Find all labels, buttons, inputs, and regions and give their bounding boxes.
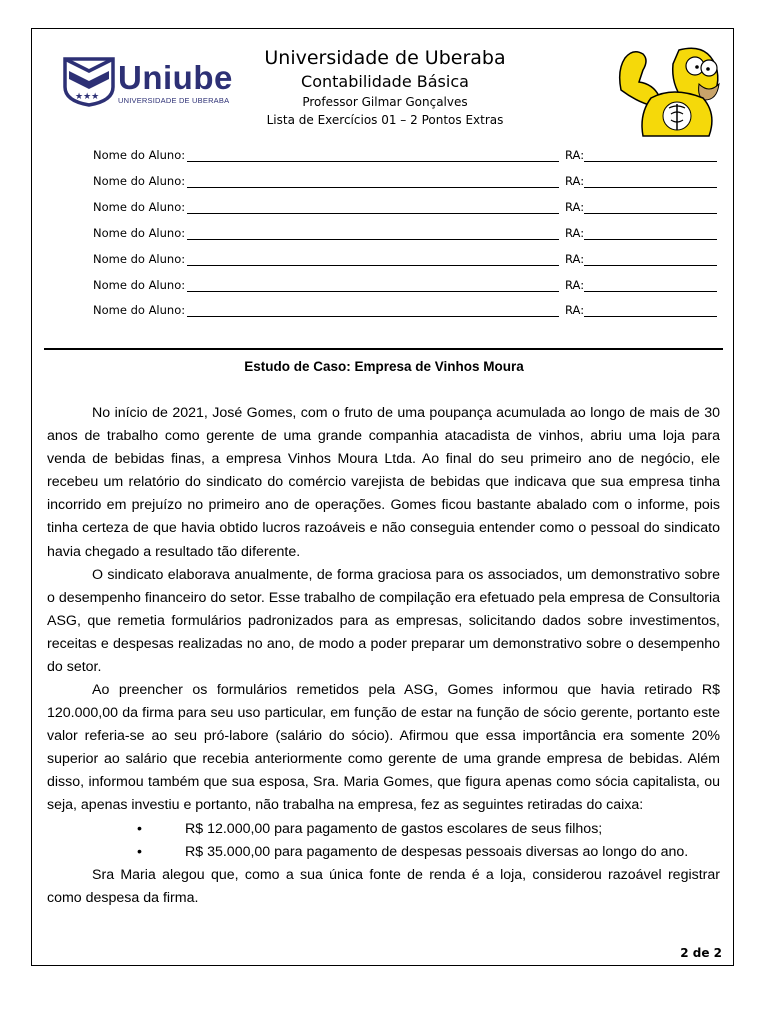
student-name-label: Nome do Aluno: [93, 173, 186, 188]
university-name: Universidade de Uberaba [264, 47, 506, 69]
paragraph-3: Ao preencher os formulários remetidos pela ASG, Gomes informou que havia retirado R$ 120.000,00 da firma para seu uso particular, em função de estar na função de sócio gerente, portanto este valor referia-se ao seu pró-labore (salário do sócio). Afirmou que essa importância era somente 20% superior ao salário que recebia anteriormente como gerente de uma grande empresa de bebidas. Além disso, informou também que sua esposa, Sra. Maria Gomes, que figura apenas como sócia capitalista, ou seja, apenas investiu e portanto, não trabalha na empresa, fez as seguintes retiradas do caixa: [47, 682, 720, 814]
student-name-field[interactable] [187, 239, 559, 240]
ra-label: RA: [565, 277, 585, 292]
student-name-field[interactable] [187, 316, 559, 317]
student-name-field[interactable] [187, 161, 559, 162]
ra-label: RA: [565, 251, 585, 266]
course-name: Contabilidade Básica [301, 72, 469, 91]
ra-label: RA: [565, 303, 585, 318]
student-name-label: Nome do Aluno: [93, 251, 186, 266]
student-name-label: Nome do Aluno: [93, 303, 186, 318]
ra-label: RA: [565, 148, 585, 162]
ra-field[interactable] [584, 316, 717, 317]
student-row [93, 200, 723, 218]
student-row [93, 148, 723, 166]
student-row [93, 278, 723, 296]
student-name-field[interactable] [187, 213, 559, 214]
student-name-field[interactable] [187, 291, 559, 292]
student-name-label: Nome do Aluno: [93, 199, 186, 214]
ra-field[interactable] [584, 187, 717, 188]
student-row [93, 174, 723, 192]
svg-text:★★★: ★★★ [75, 92, 100, 102]
paragraph-1: No início de 2021, José Gomes, com o fruto de uma poupança acumulada ao longo de mais de 30 anos de trabalho como gerente de uma grande companhia atacadista de vinhos, abriu uma loja para venda de bebidas finas, a empresa Vinhos Moura Ltda. Ao final do seu primeiro ano de negócio, ele recebeu um relatório do sindicato do comércio varejista de bebidas que indicava que sua empresa tinha incorrido em prejuízo no primeiro ano de operações. Gomes ficou bastante abalado com o informe, pois tinha certeza de que havia obtido lucros razoáveis e não conseguia entender como o pessoal do sindicato havia chegado a resultado tão diferente. [47, 405, 720, 560]
list-item-text: R$ 12.000,00 para pagamento de gastos escolares de seus filhos; [185, 821, 603, 837]
student-name-label: Nome do Aluno: [93, 277, 186, 292]
bullet-icon: • [137, 821, 142, 837]
divider [44, 348, 723, 350]
cartoon-mascot-caduceus-icon [613, 40, 725, 138]
professor-name: Professor Gilmar Gonçalves [302, 95, 468, 109]
logo-subtitle: UNIVERSIDADE DE UBERABA [118, 96, 230, 105]
ra-label: RA: [565, 225, 585, 240]
student-name-label: Nome do Aluno: [93, 225, 186, 240]
student-name-label: Nome do Aluno: [93, 148, 186, 162]
student-row [93, 226, 723, 244]
ra-field[interactable] [584, 213, 717, 214]
ra-label: RA: [565, 173, 585, 188]
list-item-text: R$ 35.000,00 para pagamento de despesas pessoais diversas ao longo do ano. [185, 844, 689, 860]
ra-field[interactable] [584, 265, 717, 266]
ra-field[interactable] [584, 291, 717, 292]
closing-paragraph: Sra Maria alegou que, como a sua única fonte de renda é a loja, considerou razoável registrar como despesa da firma. [47, 867, 720, 907]
student-name-field[interactable] [187, 187, 559, 188]
bullet-icon: • [137, 844, 142, 860]
list-title: Lista de Exercícios 01 – 2 Pontos Extras [266, 113, 504, 127]
case-title: Estudo de Caso: Empresa de Vinhos Moura [244, 359, 524, 374]
student-name-field[interactable] [187, 265, 559, 266]
student-row [93, 252, 723, 270]
ra-field[interactable] [584, 161, 717, 162]
page-number: 2 de 2 [680, 946, 722, 960]
student-row [93, 303, 723, 321]
paragraph-2: O sindicato elaborava anualmente, de forma graciosa para os associados, um demonstrativo sobre o desempenho financeiro do setor. Esse trabalho de compilação era efetuado pela empresa de Consultoria ASG, que remetia formulários padronizados para as empresas, solicitando dados sobre investimentos, receitas e despesas realizadas no ano, de modo a poder preparar um demonstrativo sobre o desempenho do setor. [47, 567, 720, 676]
ra-field[interactable] [584, 239, 717, 240]
ra-label: RA: [565, 199, 585, 214]
logo-wordmark: Uniube [118, 59, 233, 96]
